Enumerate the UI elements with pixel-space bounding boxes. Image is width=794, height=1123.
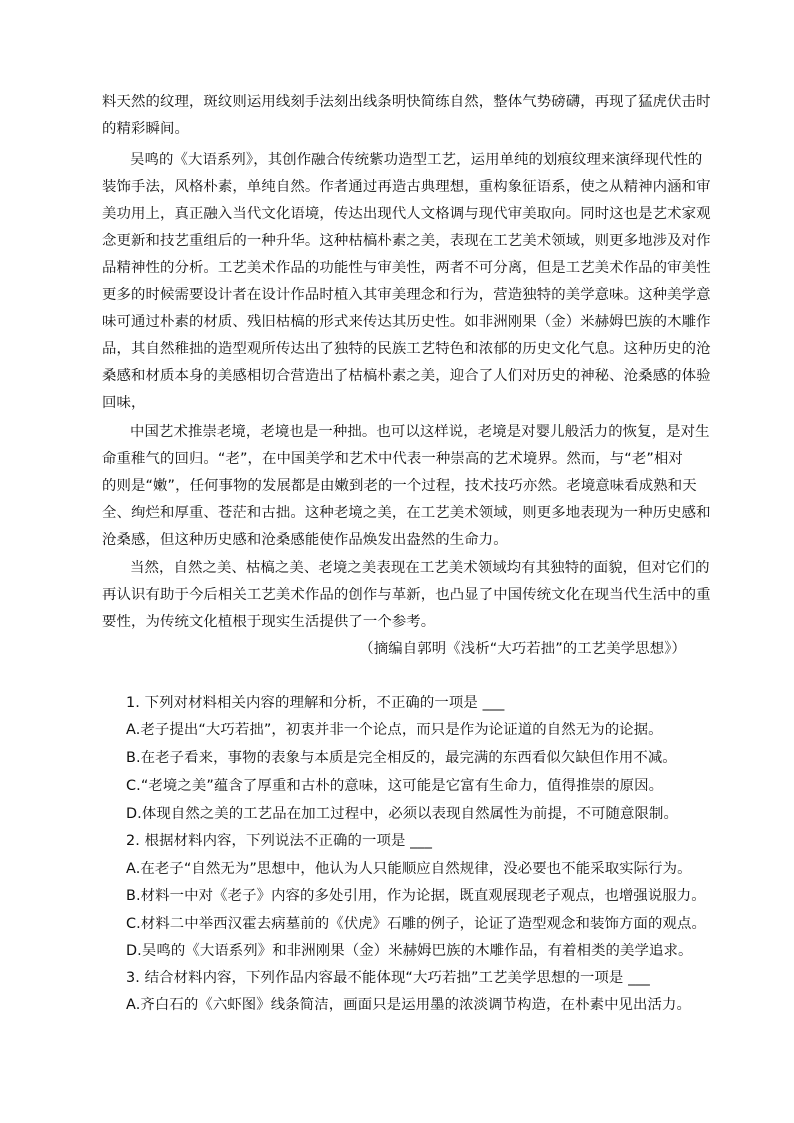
- passage-line: 沧桑感，但这种历史感和沧桑感能使作品焕发出盎然的生命力。: [102, 532, 508, 548]
- passage-line: 桑感和材质本身的美感相切合营造出了枯槁朴素之美，迎合了人们对历史的神秘、沧桑感的体验: [102, 368, 711, 384]
- passage-line: 品，其自然稚拙的造型观所传达出了独特的民族工艺特色和浓郁的历史文化气息。这种历史的沧: [102, 341, 711, 357]
- question-option: B.材料一中对《老子》内容的多处引用，作为论据，既直观展现老子观点，也增强说服力。: [126, 888, 706, 904]
- source-citation: （摘编自郭明《浅析“大巧若拙”的工艺美学思想》）: [359, 641, 686, 657]
- passage-line: 装饰手法，风格朴素，单纯自然。作者通过再造古典理想，重构象征语系，使之从精神内涵和审: [102, 179, 711, 195]
- question-stem: 1. 下列对材料相关内容的理解和分析，不正确的一项是 ___: [126, 695, 505, 711]
- passage-line: 回味，: [102, 395, 146, 411]
- passage-line: 再认识有助于今后相关工艺美术作品的创作与革新，也凸显了中国传统文化在现当代生活中的重: [102, 587, 711, 603]
- question-option: A.齐白石的《六虾图》线条简洁，画面只是运用墨的浓淡调节构造，在朴素中见出活力。: [126, 997, 692, 1013]
- question-option: C.“老境之美”蕴含了厚重和古朴的意味，这可能是它富有生命力，值得推崇的原因。: [126, 778, 664, 794]
- passage-line: 料天然的纹理，斑纹则运用线刻手法刻出线条明快简练自然，整体气势磅礴，再现了猛虎伏击时: [102, 94, 711, 110]
- passage-line: 念更新和技艺重组后的一种升华。这种枯槁朴素之美，表现在工艺美术领域，则更多地涉及对作: [102, 233, 711, 249]
- question-option: A.老子提出“大巧若拙”，初衷并非一个论点，而只是作为论证道的自然无为的论据。: [126, 722, 663, 738]
- question-option: D.体现自然之美的工艺品在加工过程中，必须以表现自然属性为前提，不可随意限制。: [126, 806, 679, 822]
- question-option: C.材料二中举西汉霍去病墓前的《伏虎》石雕的例子，论证了造型观念和装饰方面的观点。: [126, 916, 706, 932]
- question-option: D.吴鸣的《大语系列》和非洲刚果（金）米赫姆巴族的木雕作品，有着相类的美学追求。: [126, 943, 693, 959]
- question-stem: 2. 根据材料内容，下列说法不正确的一项是 ___: [126, 833, 432, 849]
- passage-line: 的精彩瞬间。: [102, 121, 189, 137]
- passage-line: 吴鸣的《大语系列》，其创作融合传统紫功造型工艺，运用单纯的划痕纹理来演绎现代性的: [130, 152, 703, 168]
- question-option: B.在老子看来，事物的表象与本质是完全相反的，最完满的东西看似欠缺但作用不减。: [126, 750, 677, 766]
- question-option: A.在老子“自然无为”思想中，他认为人只能顺应自然规律，没必要也不能采取实际行为。: [126, 861, 692, 877]
- question-stem: 3. 结合材料内容，下列作品内容最不能体现“大巧若拙”工艺美学思想的一项是 ___: [126, 970, 650, 986]
- passage-line: 品精神性的分析。工艺美术作品的功能性与审美性，两者不可分离，但是工艺美术作品的审美性: [102, 260, 711, 276]
- passage-line: 全、绚烂和厚重、苍茫和古拙。这种老境之美，在工艺美术领域，则更多地表现为一种历史感和: [102, 505, 711, 521]
- passage-line: 中国艺术推崇老境，老境也是一种拙。也可以这样说，老境是对婴儿般活力的恢复，是对生: [130, 424, 710, 440]
- passage-line: 的则是“嫩”，任何事物的发展都是由嫩到老的一个过程，技术技巧亦然。老境意味看成熟和天: [102, 478, 697, 494]
- passage-line: 美功用上，真正融入当代文化语境，传达出现代人文格调与现代审美取向。同时这也是艺术家观: [102, 206, 711, 222]
- passage-line: 要性，为传统文化植根于现实生活提供了一个参考。: [102, 614, 436, 630]
- passage-line: 更多的时候需要设计者在设计作品时植入其审美理念和行为，营造独特的美学意味。这种美学意: [102, 287, 711, 303]
- passage-line: 命重稚气的回归。“老”，在中国美学和艺术中代表一种崇高的艺术境界。然而，与“老”相对: [102, 451, 683, 467]
- passage-line: 当然，自然之美、枯槁之美、老境之美表现在工艺美术领域均有其独特的面貌，但对它们的: [130, 560, 710, 576]
- passage-line: 味可通过朴素的材质、残旧枯槁的形式来传达其历史性。如非洲刚果（金）米赫姆巴族的木雕作: [102, 314, 711, 330]
